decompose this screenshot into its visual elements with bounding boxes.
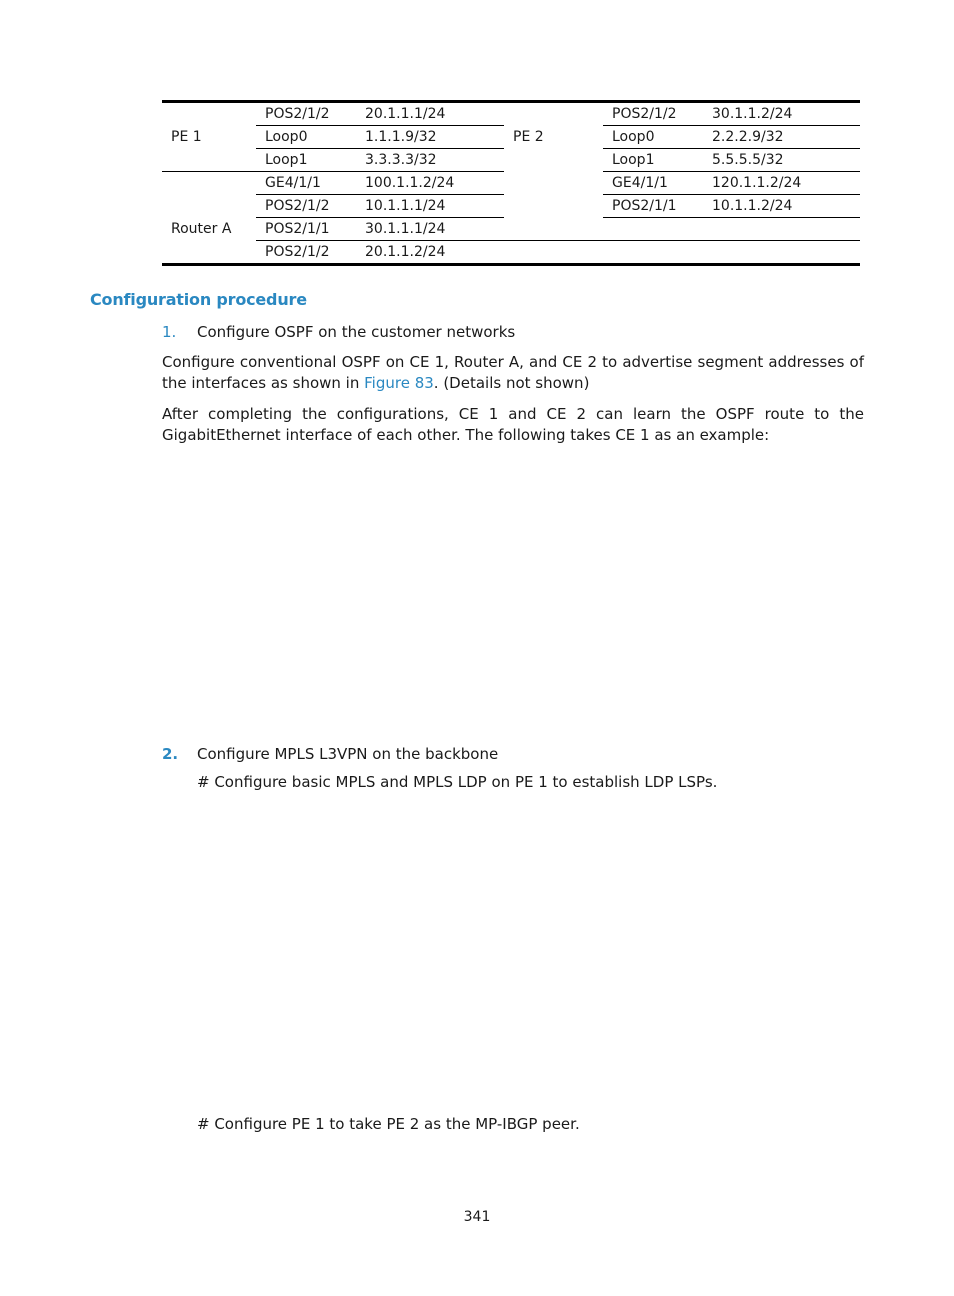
table-cell-ip: 1.1.1.9/32 <box>356 126 504 149</box>
table-cell-device <box>504 241 603 265</box>
table-cell-interface: Loop1 <box>256 149 356 172</box>
table-cell-ip: 20.1.1.2/24 <box>365 244 446 260</box>
paragraph-text: . (Details not shown) <box>433 374 590 392</box>
paragraph-text: Configure conventional OSPF on CE 1, Router A, and CE 2 to advertise segment addresses of the interfaces as shown in <box>162 353 864 392</box>
table-cell-interface: POS2/1/2 <box>603 102 703 126</box>
table-row <box>162 241 860 265</box>
paragraph: After completing the configurations, CE 1 and CE 2 can learn the OSPF route to the GigabitEthernet interface of each other. The following takes CE 1 as an example: <box>162 405 864 444</box>
table-cell-interface: POS2/1/1 <box>603 195 703 218</box>
table-cell-device <box>162 149 256 172</box>
table-cell-interface: Loop0 <box>603 126 703 149</box>
table-cell-ip: 30.1.1.1/24 <box>356 218 504 241</box>
table-cell-ip: 3.3.3.3/32 <box>356 149 504 172</box>
table-cell-device <box>504 218 603 241</box>
table-cell-device <box>504 195 603 218</box>
table-cell-interface: GE4/1/1 <box>603 172 703 195</box>
table-cell-interface: Loop1 <box>603 149 703 172</box>
table-cell-interface: GE4/1/1 <box>256 172 356 195</box>
table-cell-ip: 30.1.1.2/24 <box>703 102 860 126</box>
table-row <box>162 195 860 218</box>
table-cell-ip <box>703 241 860 265</box>
step-text: Configure OSPF on the customer networks <box>197 323 516 341</box>
table-cell-interface: Loop0 <box>256 126 356 149</box>
section-heading: Configuration procedure <box>90 290 307 309</box>
table-cell-ip: 120.1.1.2/24 <box>703 172 860 195</box>
interface-address-table <box>162 100 860 266</box>
table-cell-device <box>162 241 256 265</box>
step-number: 1. <box>162 323 177 341</box>
table-cell-device: PE 1 <box>171 129 202 145</box>
command-comment: # Configure PE 1 to take PE 2 as the MP-IBGP peer. <box>197 1115 580 1133</box>
table-cell-ip: 2.2.2.9/32 <box>703 126 860 149</box>
table-cell-device <box>162 195 256 218</box>
table-cell-interface: POS2/1/2 <box>256 102 356 126</box>
page-number: 341 <box>463 1209 491 1225</box>
table-cell-ip <box>703 218 860 241</box>
paragraph <box>162 352 864 394</box>
table-cell-device <box>504 102 603 126</box>
table-cell-interface: POS2/1/1 <box>256 218 356 241</box>
table-row <box>162 102 860 126</box>
table-row <box>162 126 860 149</box>
table-cell-interface: POS2/1/2 <box>256 195 356 218</box>
step-number: 2. <box>162 745 179 763</box>
table-cell-ip: 10.1.1.1/24 <box>356 195 504 218</box>
table-cell-device <box>162 102 256 126</box>
table-cell-ip: 100.1.1.2/24 <box>356 172 504 195</box>
table-cell-interface <box>603 241 703 265</box>
table-cell-ip: 5.5.5.5/32 <box>703 149 860 172</box>
table-cell-device: Router A <box>171 221 232 237</box>
table-cell-ip: 20.1.1.1/24 <box>356 102 504 126</box>
table-row <box>162 218 860 241</box>
table-cell-interface <box>603 218 703 241</box>
table-cell-device: PE 2 <box>513 129 544 145</box>
command-comment: # Configure basic MPLS and MPLS LDP on PE 1 to establish LDP LSPs. <box>197 773 718 791</box>
step-text: Configure MPLS L3VPN on the backbone <box>197 745 499 763</box>
table-cell-device <box>504 149 603 172</box>
table-cell-device <box>162 172 256 195</box>
table-cell-device <box>504 172 603 195</box>
table-row <box>162 149 860 172</box>
table-row <box>162 172 860 195</box>
table-cell-ip: 10.1.1.2/24 <box>703 195 860 218</box>
figure-link[interactable]: Figure 83 <box>364 374 434 392</box>
table-cell-interface: POS2/1/2 <box>265 244 330 260</box>
